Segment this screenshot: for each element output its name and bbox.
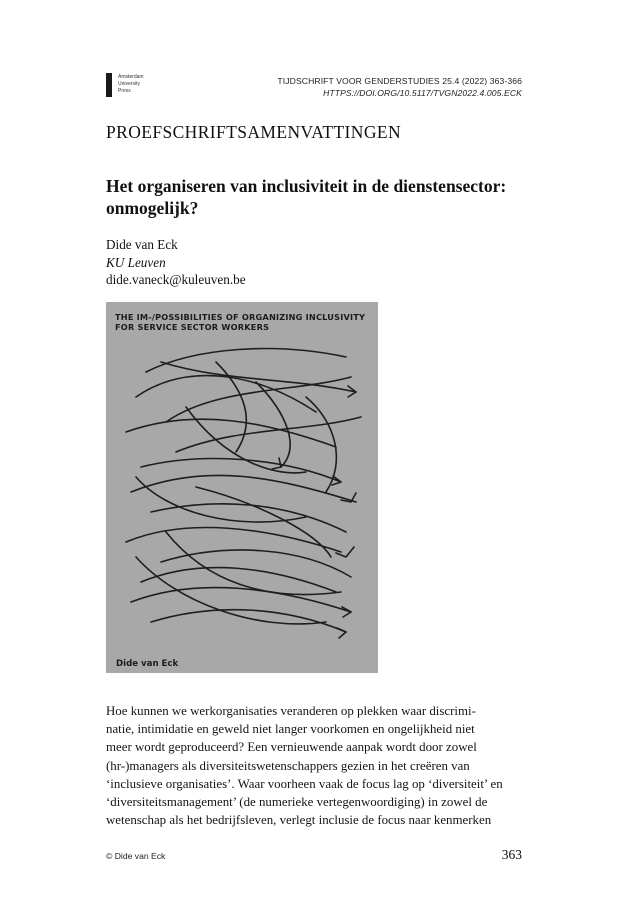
page-number: 363	[501, 847, 522, 862]
cover-title-line-1: THE IM-/POSSIBILITIES OF ORGANIZING INCLUSIVITY	[115, 312, 366, 322]
cover-title-line-2: FOR SERVICE SECTOR WORKERS	[115, 321, 270, 332]
publisher-name	[118, 74, 168, 95]
abstract-paragraph	[106, 702, 522, 829]
author-affiliation: KU Leuven	[106, 254, 166, 270]
cover-author: Dide van Eck	[116, 659, 179, 669]
running-header	[277, 75, 522, 99]
scribble-drawing	[106, 302, 378, 673]
section-title: PROEFSCHRIFTSAMENVATTINGEN	[106, 122, 401, 142]
body-line: meer wordt geproduceerd? Een vernieuwende aanpak wordt door zowel	[106, 740, 477, 755]
publisher-line-2: University	[118, 81, 140, 87]
body-line: wetenschap als het bedrijfsleven, verlegt inclusie de focus naar kenmerken	[106, 813, 492, 828]
article-title: Het organiseren van inclusiviteit in de dienstensector: onmogelijk?	[106, 176, 507, 218]
copyright-notice: © Dide van Eck	[106, 851, 166, 861]
logo-bar-icon	[106, 73, 112, 97]
author-name: Dide van Eck	[106, 237, 178, 252]
body-line: ‘inclusieve organisaties’. Waar voorheen vaak de focus lag op ‘diversiteit’ en	[106, 776, 503, 791]
journal-citation: TIJDSCHRIFT VOOR GENDERSTUDIES 25.4 (2022) 363-366	[277, 76, 522, 86]
publisher-logo	[106, 73, 166, 99]
body-line: natie, intimidatie en geweld niet langer voorkomen en ongelijkheid niet	[106, 722, 475, 737]
author-email[interactable]: dide.vaneck@kuleuven.be	[106, 272, 246, 287]
publisher-line-3: Press	[118, 88, 131, 94]
thesis-cover-image	[106, 302, 378, 673]
body-line: (hr-)managers als diversiteitswetenschappers gezien in het creëren van	[106, 758, 470, 773]
body-line: Hoe kunnen we werkorganisaties veranderen op plekken waar discrimi-	[106, 704, 476, 718]
body-line: ‘diversiteitsmanagement’ (de numerieke vertegenwoordiging) in zowel de	[106, 795, 488, 810]
publisher-line-1: Amsterdam	[118, 74, 144, 80]
author-block	[106, 236, 246, 289]
cover-title	[115, 313, 365, 332]
doi-link[interactable]: HTTPS://DOI.ORG/10.5117/TVGN2022.4.005.ECK	[323, 88, 522, 98]
